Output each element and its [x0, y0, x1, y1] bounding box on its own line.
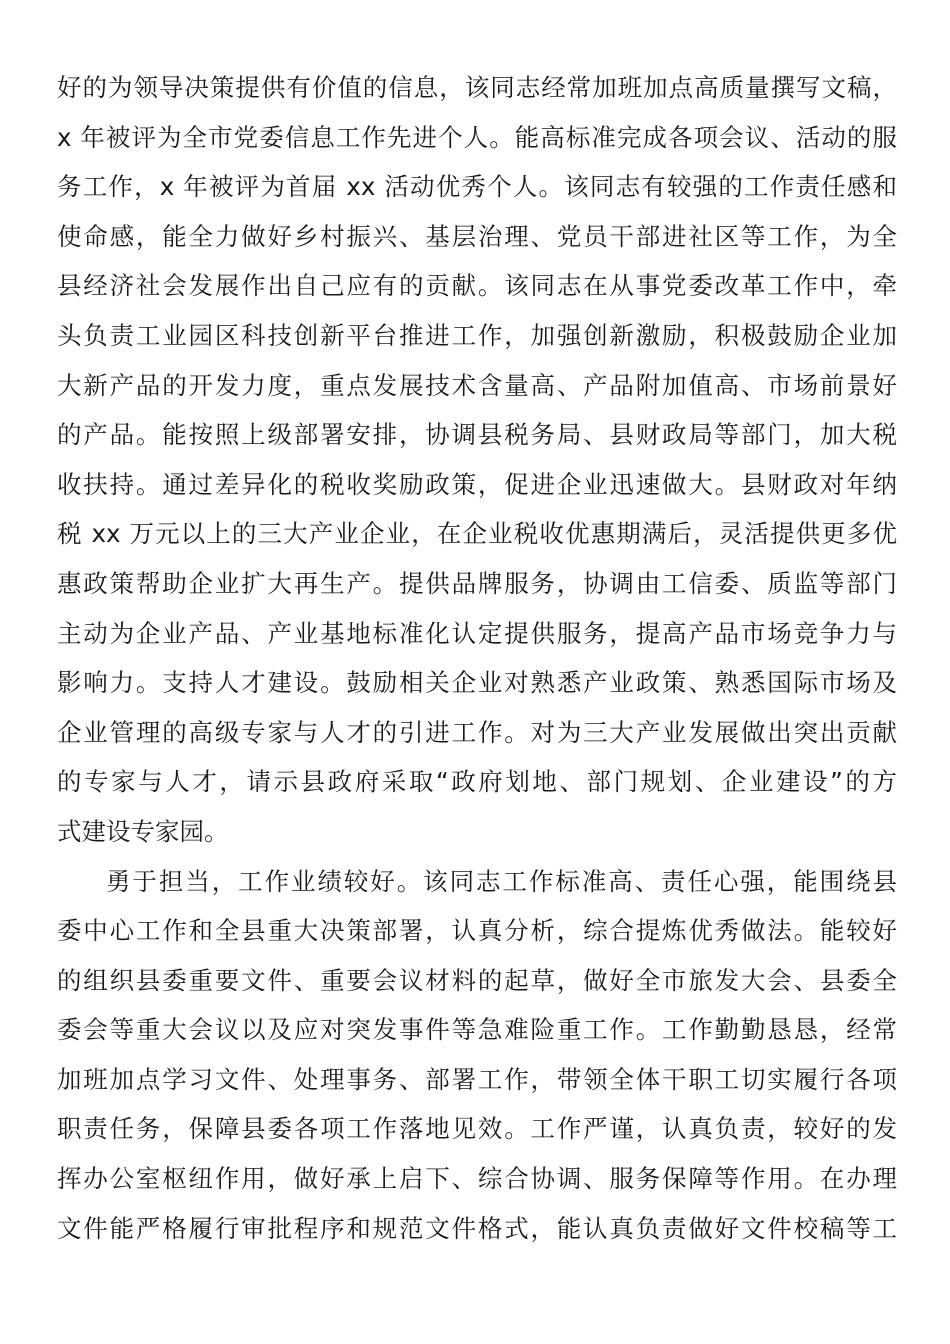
- text-line: 主动为企业产品、产业基地标准化认定提供服务，提高产品市场竞争力与: [57, 618, 897, 648]
- text-line: 惠政策帮助企业扩大再生产。提供品牌服务，协调由工信委、质监等部门: [57, 568, 897, 598]
- text-line: x 年被评为全市党委信息工作先进个人。能高标准完成各项会议、活动的服: [57, 122, 897, 152]
- text-line: 加班加点学习文件、处理事务、部署工作，带领全体干职工切实履行各项: [57, 1064, 897, 1094]
- text-line: 委会等重大会议以及应对突发事件等急难险重工作。工作勤勤恳恳，经常: [57, 1015, 897, 1045]
- text-line: 收扶持。通过差异化的税收奖励政策，促进企业迅速做大。县财政对年纳: [57, 469, 897, 499]
- text-line: 头负责工业园区科技创新平台推进工作，加强创新激励，积极鼓励企业加: [57, 320, 897, 350]
- text-line: 的产品。能按照上级部署安排，协调县税务局、县财政局等部门，加大税: [57, 420, 897, 450]
- text-line: 大新产品的开发力度，重点发展技术含量高、产品附加值高、市场前景好: [57, 370, 897, 400]
- text-line: 企业管理的高级专家与人才的引进工作。对为三大产业发展做出突出贡献: [57, 717, 897, 747]
- text-line: 使命感，能全力做好乡村振兴、基层治理、党员干部进社区等工作，为全: [57, 221, 897, 251]
- text-line: 好的为领导决策提供有价值的信息，该同志经常加班加点高质量撰写文稿，: [57, 73, 897, 102]
- text-line: 务工作，x 年被评为首届 xx 活动优秀个人。该同志有较强的工作责任感和: [57, 172, 897, 202]
- paragraph-1: [57, 63, 897, 857]
- text-line: 挥办公室枢纽作用，做好承上启下、综合协调、服务保障等作用。在办理: [57, 1164, 897, 1194]
- text-line: 税 xx 万元以上的三大产业企业，在企业税收优惠期满后，灵活提供更多优: [57, 519, 897, 549]
- text-line: 式建设专家园。: [57, 816, 229, 846]
- document-body: [57, 63, 897, 1253]
- text-line: 影响力。支持人才建设。鼓励相关企业对熟悉产业政策、熟悉国际市场及: [57, 668, 897, 698]
- text-line: 的组织县委重要文件、重要会议材料的起草，做好全市旅发大会、县委全: [57, 965, 897, 995]
- text-line: 勇于担当，工作业绩较好。该同志工作标准高、责任心强，能围绕县: [106, 866, 897, 896]
- text-line: 委中心工作和全县重大决策部署，认真分析，综合提炼优秀做法。能较好: [57, 916, 897, 946]
- paragraph-2: [57, 857, 897, 1254]
- text-line: 文件能严格履行审批程序和规范文件格式，能认真负责做好文件校稿等工: [57, 1213, 897, 1243]
- text-line: 县经济社会发展作出自己应有的贡献。该同志在从事党委改革工作中，牵: [57, 271, 897, 301]
- text-line: 的专家与人才，请示县政府采取“政府划地、部门规划、企业建设”的方: [57, 767, 897, 797]
- text-line: 职责任务，保障县委各项工作落地见效。工作严谨，认真负责，较好的发: [57, 1114, 897, 1144]
